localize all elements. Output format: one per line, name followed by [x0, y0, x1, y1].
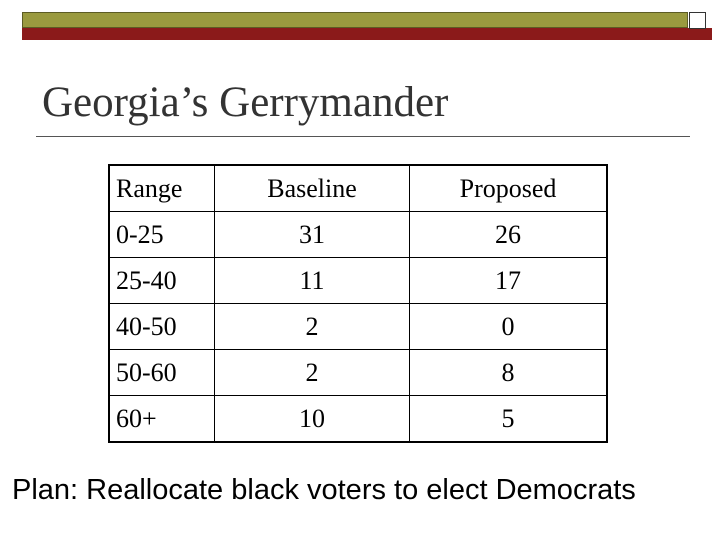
cell-baseline: 11	[215, 258, 410, 304]
header-range: Range	[109, 165, 215, 212]
corner-square-icon	[689, 12, 706, 29]
slide-title: Georgia’s Gerrymander	[42, 79, 449, 126]
cell-proposed: 17	[410, 258, 608, 304]
top-accent-bar-olive	[22, 12, 688, 28]
table-header-row	[109, 165, 607, 212]
table-row	[109, 350, 607, 396]
header-proposed: Proposed	[410, 165, 608, 212]
table-row	[109, 304, 607, 350]
cell-range: 50-60	[109, 350, 215, 396]
cell-range: 40-50	[109, 304, 215, 350]
cell-proposed: 8	[410, 350, 608, 396]
title-underline	[36, 136, 690, 137]
table-row	[109, 212, 607, 258]
top-accent-bar-maroon	[22, 28, 712, 40]
cell-proposed: 26	[410, 212, 608, 258]
header-baseline: Baseline	[215, 165, 410, 212]
cell-range: 0-25	[109, 212, 215, 258]
cell-baseline: 2	[215, 304, 410, 350]
cell-proposed: 0	[410, 304, 608, 350]
cell-baseline: 31	[215, 212, 410, 258]
cell-range: 60+	[109, 396, 215, 443]
cell-baseline: 2	[215, 350, 410, 396]
cell-range: 25-40	[109, 258, 215, 304]
table-row	[109, 258, 607, 304]
cell-baseline: 10	[215, 396, 410, 443]
footer-caption: Plan: Reallocate black voters to elect Democrats	[12, 474, 636, 506]
cell-proposed: 5	[410, 396, 608, 443]
data-table	[108, 164, 608, 443]
table-row	[109, 396, 607, 443]
